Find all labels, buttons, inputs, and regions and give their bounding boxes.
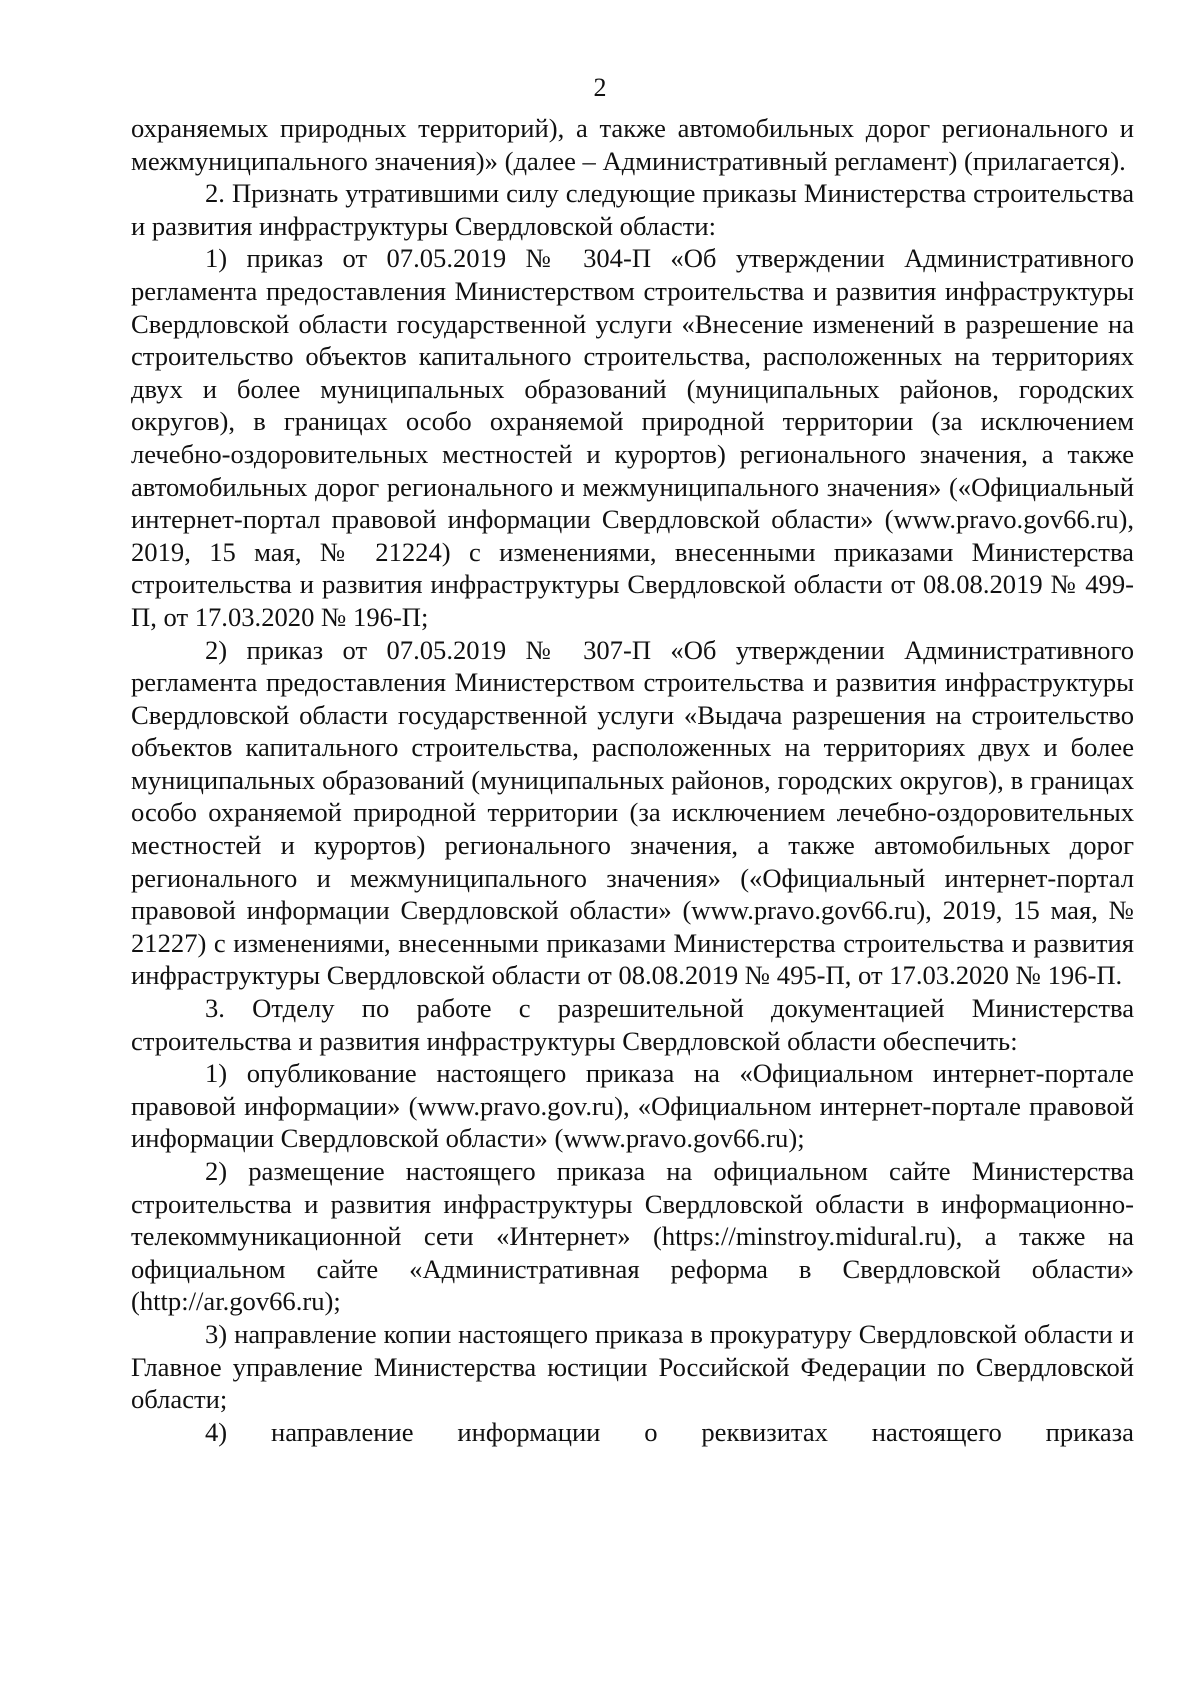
- document-body: [131, 112, 1134, 1448]
- paragraph: 2) приказ от 07.05.2019 № 307-П «Об утверждении Административного регламента предоставления Министерством строительства и развития инфраструктуры Свердловской области государственной услуги «Выдача разрешения на строительство объектов капитального строительства, расположенных на территориях двух и более муниципальных образований (муниципальных районов, городских округов), в границах особо охраняемой природной территории (за исключением лечебно-оздоровительных местностей и курортов) регионального значения, а также автомобильных дорог регионального и межмуниципального значения» («Официальный интернет-портал правовой информации Свердловской области» (www.pravo.gov66.ru), 2019, 15 мая, № 21227) с изменениями, внесенными приказами Министерства строительства и развития инфраструктуры Свердловской области от 08.08.2019 № 495-П, от 17.03.2020 № 196-П.: [131, 634, 1134, 991]
- paragraph: 3) направление копии настоящего приказа в прокуратуру Свердловской области и Главное управление Министерства юстиции Российской Федерации по Свердловской области;: [131, 1318, 1134, 1415]
- paragraph-last: 4) направление информации о реквизитах настоящего приказа: [205, 1416, 1134, 1447]
- paragraph: охраняемых природных территорий), а также автомобильных дорог регионального и межмуниципального значения)» (далее – Административный регламент) (прилагается).: [131, 113, 1134, 176]
- paragraph: 2. Признать утратившими силу следующие приказы Министерства строительства и развития инфраструктуры Свердловской области:: [131, 178, 1134, 241]
- paragraph: 3. Отделу по работе с разрешительной документацией Министерства строительства и развития инфраструктуры Свердловской области обеспечить:: [131, 993, 1134, 1056]
- paragraph: 1) опубликование настоящего приказа на «Официальном интернет-портале правовой информации» (www.pravo.gov.ru), «Официальном интернет-портале правовой информации Свердловской области» (www.pravo.gov66.ru);: [131, 1058, 1134, 1154]
- page-number: 2: [593, 73, 607, 102]
- paragraph: 1) приказ от 07.05.2019 № 304-П «Об утверждении Административного регламента предоставления Министерством строительства и развития инфраструктуры Свердловской области государственной услуги «Внесение изменений в разрешение на строительство объектов капитального строительства, расположенных на территориях двух и более муниципальных образований (муниципальных районов, городских округов), в границах особо охраняемой природной территории (за исключением лечебно-оздоровительных местностей и курортов) регионального значения, а также автомобильных дорог регионального и межмуниципального значения» («Официальный интернет-портал правовой информации Свердловской области» (www.pravo.gov66.ru), 2019, 15 мая, № 21224) с изменениями, внесенными приказами Министерства строительства и развития инфраструктуры Свердловской области от 08.08.2019 № 499-П, от 17.03.2020 № 196-П;: [131, 243, 1134, 632]
- paragraph: 2) размещение настоящего приказа на официальном сайте Министерства строительства и развития инфраструктуры Свердловской области в информационно-телекоммуникационной сети «Интернет» (https://minstroy.midural.ru), а также на официальном сайте «Административная реформа в Свердловской области» (http://ar.gov66.ru);: [131, 1156, 1134, 1317]
